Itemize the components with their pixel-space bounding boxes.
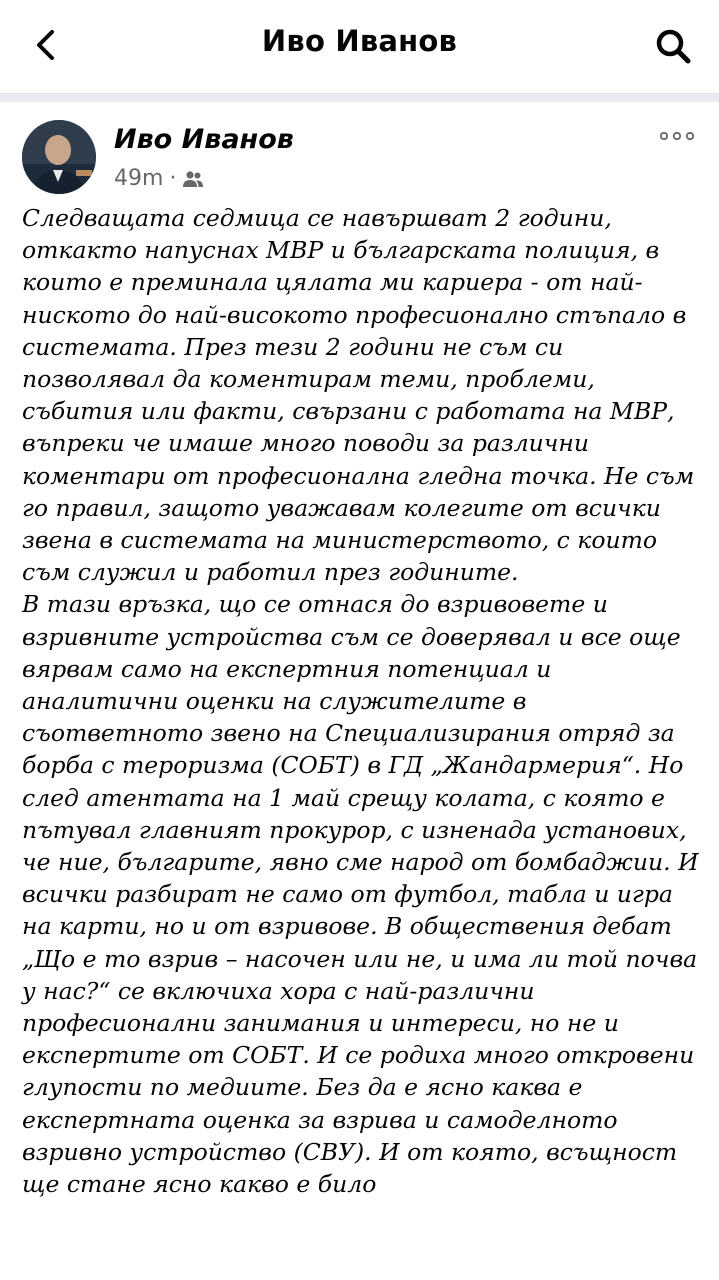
- more-options-button[interactable]: [659, 124, 695, 148]
- search-button[interactable]: [649, 22, 697, 70]
- more-horizontal-icon: [660, 132, 694, 140]
- post-author-name[interactable]: Иво Иванов: [114, 124, 294, 155]
- post-time[interactable]: 49m: [114, 166, 164, 191]
- profile-photo-icon: [22, 120, 96, 194]
- section-divider: [0, 94, 719, 102]
- post-meta: [114, 166, 204, 191]
- search-icon: [653, 26, 693, 66]
- post-card: [0, 102, 719, 1280]
- friends-icon: [182, 170, 204, 188]
- post-paragraph: В тази връзка, що се отнася до взривовете и взривните устройства съм се доверявал и все още вярвам само на експертния потенциал и аналитични оценки на служителите в съответното звено на Специализирания отряд за борба с тероризма (СОБТ) в ГД „Жандармерия“. Но след атентата на 1 май срещу колата, с която е пътувал главният прокурор, с изненада установих, че ние, българите, явно сме народ от бомбаджии. И всички разбират не само от футбол, табла и игра на карти, но и от взривове. В обществения дебат „Що е то взрив – насочен или не, и има ли той почва у нас?“ се включиха хора с най-различни професионални занимания и интереси, но не и експертите от СОБТ. И се родиха много откровени глупости по медиите. Без да е ясно каква е експертната оценка за взрива и самоделното взривно устройство (СВУ). И от която, всъщност ще стане ясно какво е било: [22, 590, 699, 1199]
- meta-separator: ·: [169, 166, 177, 191]
- post-body: [22, 202, 702, 1200]
- post-paragraph: Следващата седмица се навършват 2 години, откакто напуснах МВР и българската полиция, в които е преминала цялата ми кариера - от най-ниското до най-високото професионално стъпало в системата. През тези 2 години не съм си позволявал да коментирам теми, проблеми, събития или факти, свързани с работата на МВР, въпреки че имаше много поводи за различни коментари от професионална гледна точка. Не съм го правил, защото уважавам колегите от всички звена в системата на министерството, с които съм служил и работил през годините.: [22, 204, 695, 587]
- avatar[interactable]: [22, 120, 96, 194]
- top-bar: [0, 0, 719, 94]
- page-title: Иво Иванов: [261, 24, 458, 58]
